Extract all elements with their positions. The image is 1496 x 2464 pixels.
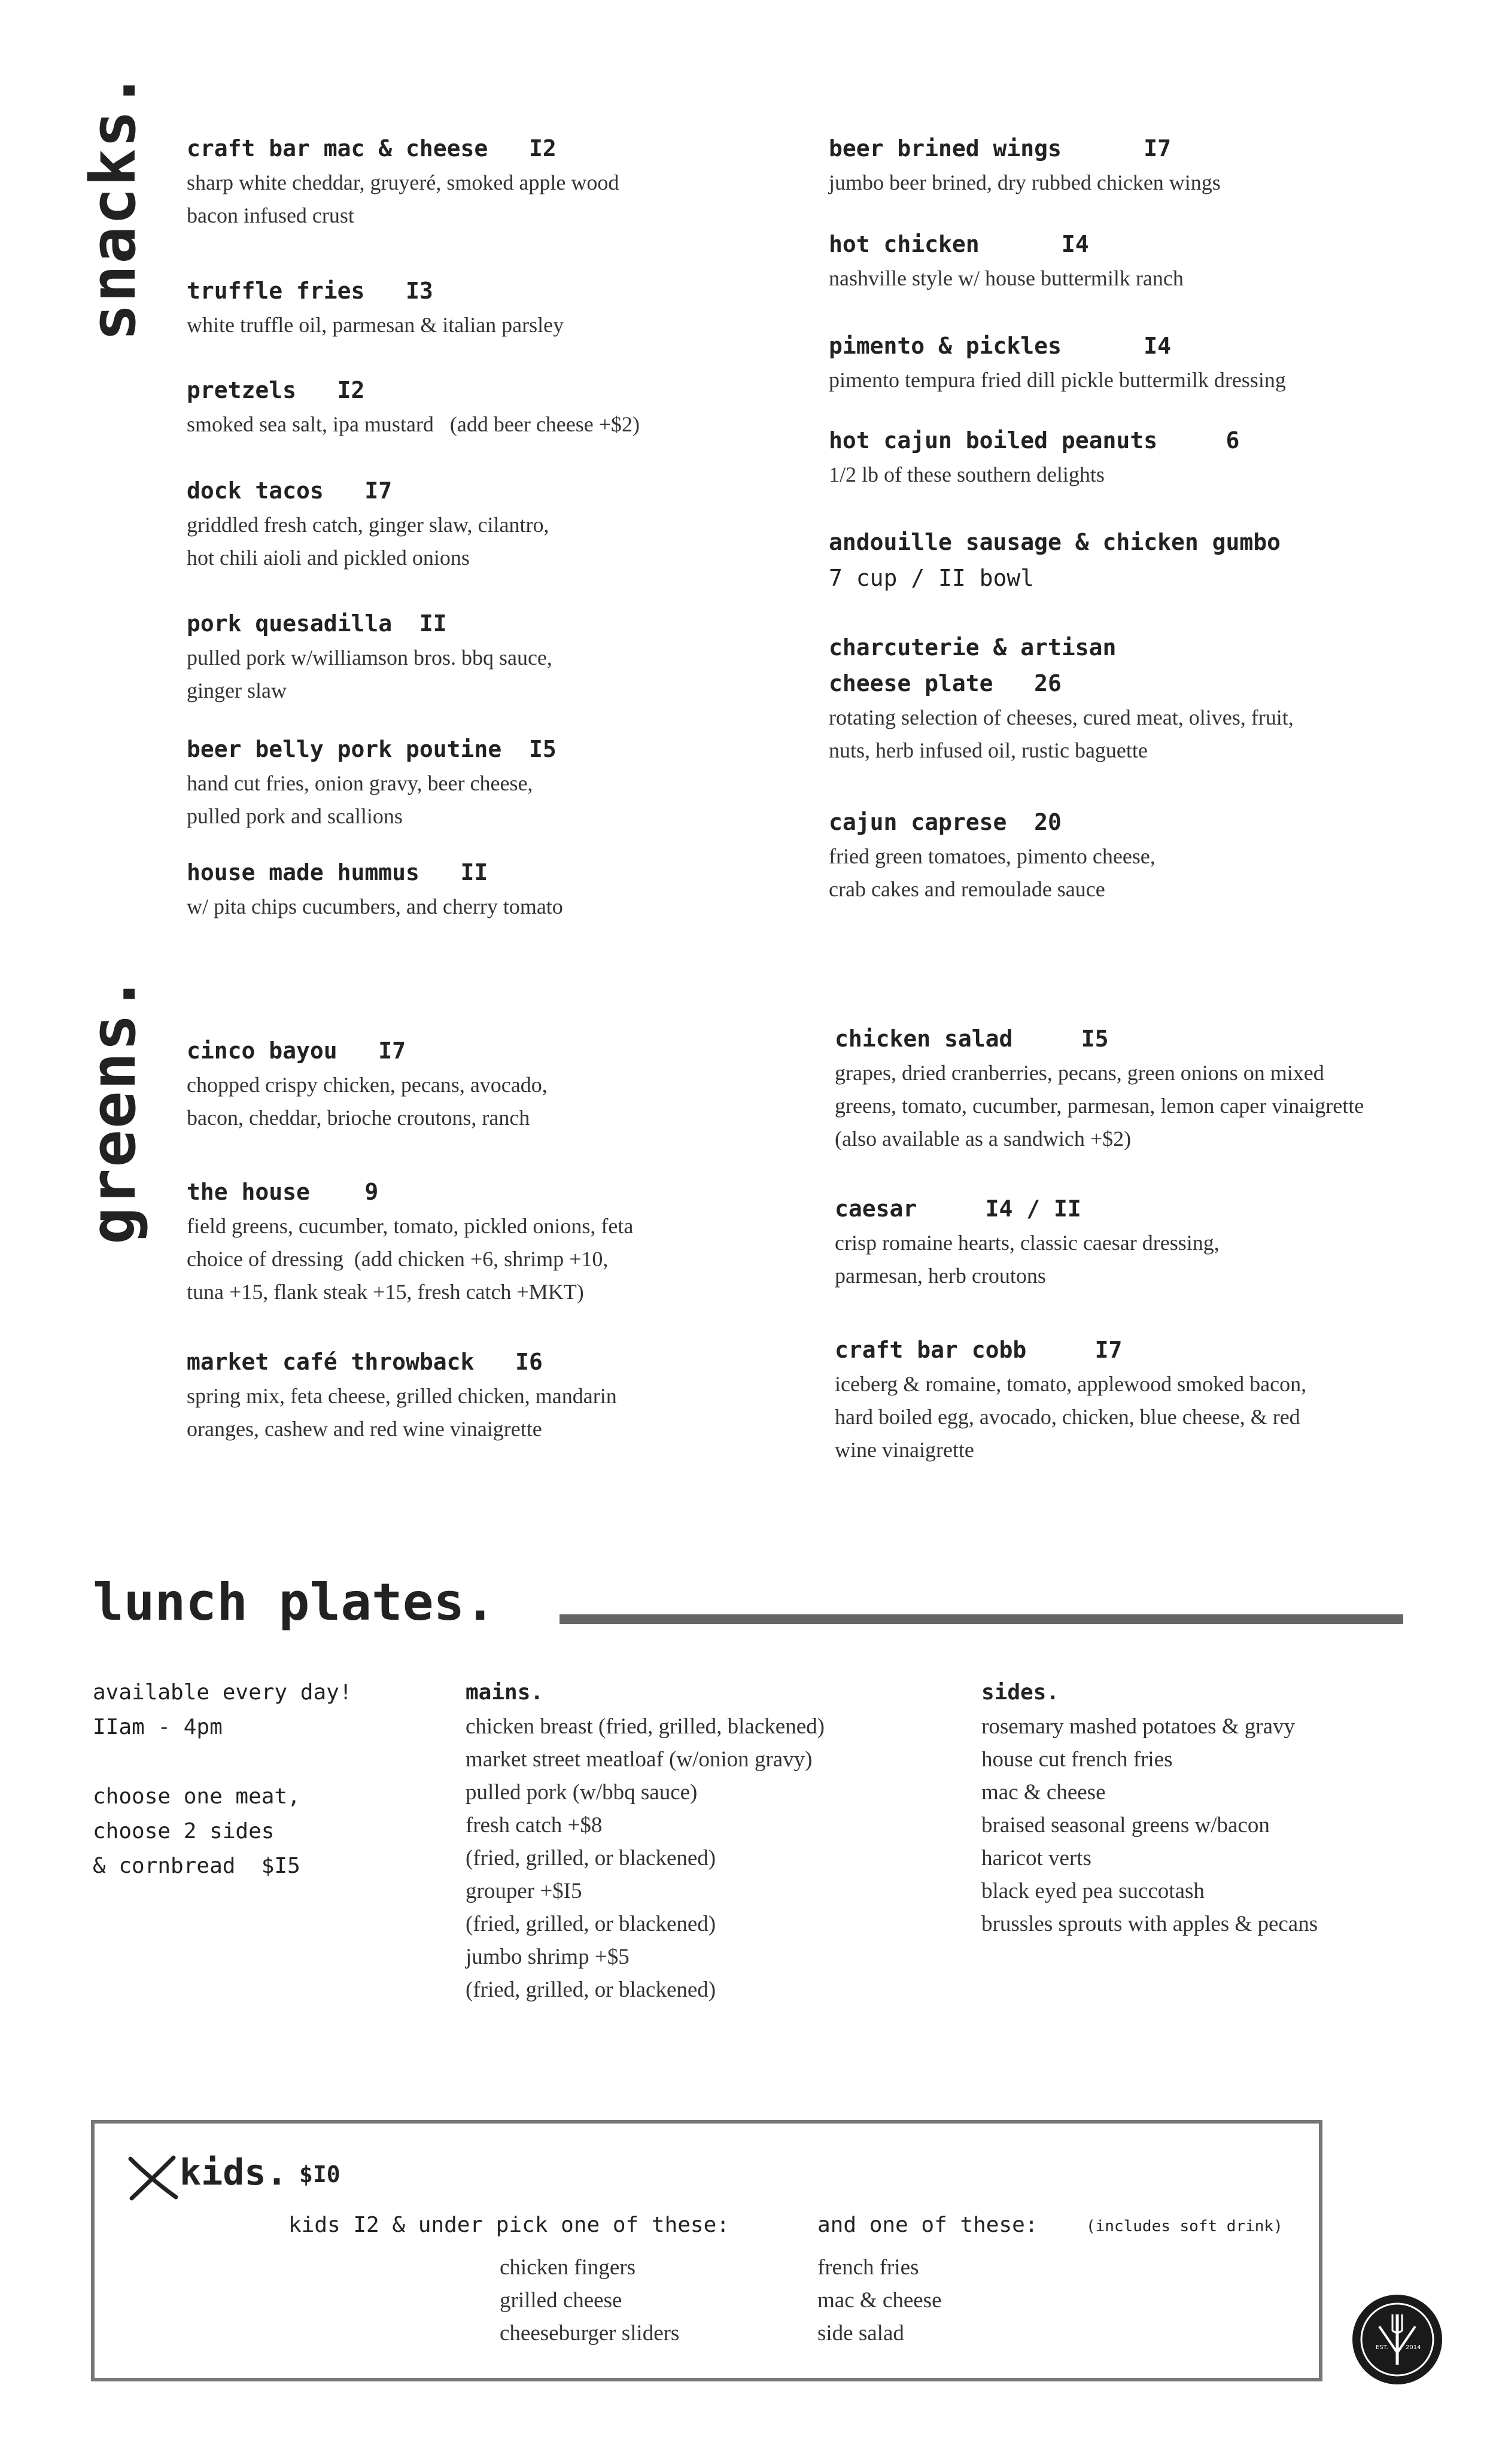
menu-item	[829, 804, 1156, 906]
item-desc: w/ pita chips cucumbers, and cherry tomato	[187, 895, 563, 918]
menu-item	[829, 524, 1281, 596]
side-item: braised seasonal greens w/bacon	[981, 1813, 1270, 1838]
menu-item	[835, 1191, 1220, 1292]
section-divider	[560, 1614, 1403, 1624]
item-title-line2: cheese plate 26	[829, 670, 1062, 696]
item-title: cajun caprese 20	[829, 809, 1062, 835]
item-title: craft bar mac & cheese I2	[187, 135, 557, 162]
mains-column	[466, 1675, 825, 2006]
menu-item	[187, 1344, 617, 1446]
lunch-plates-title: lunch plates.	[93, 1572, 496, 1632]
kids-side-item: side salad	[817, 2321, 904, 2346]
side-item: house cut french fries	[981, 1747, 1173, 1772]
sides-heading: sides.	[981, 1680, 1060, 1705]
menu-item	[187, 372, 640, 441]
info-line: & cornbread $I5	[93, 1854, 300, 1878]
badge-est: EST.	[1376, 2344, 1388, 2351]
kids-main-item: chicken fingers	[500, 2255, 636, 2280]
item-desc: iceberg & romaine, tomato, applewood smoked bacon,	[835, 1372, 1307, 1396]
item-desc: crisp romaine hearts, classic caesar dressing,	[835, 1231, 1220, 1255]
item-title: chicken salad I5	[835, 1026, 1109, 1052]
item-title: craft bar cobb I7	[835, 1337, 1123, 1363]
item-title: andouille sausage & chicken gumbo	[829, 529, 1281, 555]
main-item: (fried, grilled, or blackened)	[466, 1978, 716, 2002]
menu-item	[187, 606, 552, 707]
item-desc: hot chili aioli and pickled onions	[187, 546, 470, 570]
item-title: hot cajun boiled peanuts 6	[829, 427, 1240, 454]
item-desc: tuna +15, flank steak +15, fresh catch +MKT)	[187, 1280, 584, 1304]
item-desc: 1/2 lb of these southern delights	[829, 463, 1105, 486]
item-title: the house 9	[187, 1179, 379, 1205]
main-item: grouper +$I5	[466, 1879, 582, 1903]
side-item: black eyed pea succotash	[981, 1879, 1205, 1903]
item-desc: white truffle oil, parmesan & italian parsley	[187, 313, 564, 337]
item-desc: greens, tomato, cucumber, parmesan, lemon caper vinaigrette	[835, 1094, 1364, 1118]
menu-item	[187, 1033, 548, 1134]
main-item: (fried, grilled, or blackened)	[466, 1912, 716, 1936]
item-desc: hard boiled egg, avocado, chicken, blue cheese, & red	[835, 1405, 1300, 1429]
item-desc: griddled fresh catch, ginger slaw, cilantro,	[187, 513, 549, 537]
kids-mains	[500, 2251, 679, 2350]
kids-side-item: mac & cheese	[817, 2288, 942, 2313]
item-desc: fried green tomatoes, pimento cheese,	[829, 844, 1156, 868]
menu-item	[829, 422, 1239, 491]
greens-heading: greens.	[77, 974, 150, 1245]
menu-item	[187, 473, 549, 574]
menu-item	[835, 1021, 1364, 1155]
info-line: choose 2 sides	[93, 1819, 275, 1844]
menu-item	[829, 328, 1286, 397]
item-desc: oranges, cashew and red wine vinaigrette	[187, 1417, 542, 1441]
main-item: jumbo shrimp +$5	[466, 1945, 630, 1969]
item-title: beer belly pork poutine I5	[187, 736, 557, 762]
item-desc: pimento tempura fried dill pickle buttermilk dressing	[829, 368, 1286, 392]
item-desc: ginger slaw	[187, 679, 287, 702]
logo-badge	[1352, 2295, 1442, 2384]
item-desc: field greens, cucumber, tomato, pickled onions, feta	[187, 1214, 634, 1238]
item-title: pork quesadilla II	[187, 610, 447, 637]
item-desc: nashville style w/ house buttermilk ranch	[829, 266, 1184, 290]
info-line	[93, 1745, 352, 1779]
item-desc: chopped crispy chicken, pecans, avocado,	[187, 1073, 548, 1097]
menu-item	[187, 1174, 633, 1309]
main-item: market street meatloaf (w/onion gravy)	[466, 1747, 813, 1772]
item-desc: nuts, herb infused oil, rustic baguette	[829, 738, 1148, 762]
info-line: choose one meat,	[93, 1784, 300, 1809]
item-title: pretzels I2	[187, 377, 365, 403]
item-title: market café throwback I6	[187, 1349, 543, 1375]
side-item: haricot verts	[981, 1846, 1091, 1870]
menu-item	[187, 130, 619, 232]
kids-sides	[817, 2251, 942, 2350]
item-title: pimento & pickles I4	[829, 333, 1171, 359]
item-desc: spring mix, feta cheese, grilled chicken, mandarin	[187, 1384, 617, 1408]
kids-title: kids.	[180, 2152, 288, 2194]
kids-note: (includes soft drink)	[1086, 2217, 1283, 2235]
main-item: chicken breast (fried, grilled, blackened)	[466, 1714, 825, 1739]
menu-item	[829, 130, 1221, 199]
menu-item	[835, 1332, 1306, 1467]
item-subtitle: 7 cup / II bowl	[829, 565, 1035, 591]
sides-column	[981, 1675, 1318, 1940]
item-desc: rotating selection of cheeses, cured meat, olives, fruit,	[829, 705, 1294, 729]
menu-item	[829, 226, 1184, 295]
side-item: brussles sprouts with apples & pecans	[981, 1912, 1318, 1936]
item-desc: pulled pork w/williamson bros. bbq sauce,	[187, 646, 552, 670]
lunch-info	[93, 1675, 352, 1884]
item-desc: pulled pork and scallions	[187, 804, 403, 828]
side-item: mac & cheese	[981, 1780, 1106, 1805]
item-desc: hand cut fries, onion gravy, beer cheese,	[187, 771, 533, 795]
menu-item	[187, 731, 557, 833]
badge-year: 2014	[1406, 2344, 1421, 2351]
item-desc: grapes, dried cranberries, pecans, green onions on mixed	[835, 1061, 1324, 1085]
menu-item	[829, 629, 1294, 767]
item-desc: bacon, cheddar, brioche croutons, ranch	[187, 1106, 530, 1130]
item-title: truffle fries I3	[187, 278, 433, 304]
fork-knife-emblem-icon	[1355, 2298, 1439, 2381]
item-title: dock tacos I7	[187, 477, 393, 504]
crossed-utensils-icon	[126, 2154, 180, 2202]
info-line: IIam - 4pm	[93, 1715, 223, 1739]
info-line: available every day!	[93, 1680, 352, 1705]
item-title: charcuterie & artisan	[829, 634, 1117, 661]
item-title: caesar I4 / II	[835, 1196, 1081, 1222]
menu-item	[187, 273, 564, 342]
kids-and-label: and one of these:	[817, 2213, 1038, 2237]
item-desc: (also available as a sandwich +$2)	[835, 1127, 1132, 1151]
item-title: house made hummus II	[187, 859, 488, 886]
item-title: beer brined wings I7	[829, 135, 1171, 162]
snacks-heading: snacks.	[77, 70, 150, 341]
kids-pick-label: kids I2 & under pick one of these:	[288, 2213, 729, 2237]
kids-main-item: grilled cheese	[500, 2288, 622, 2313]
item-title: hot chicken I4	[829, 231, 1089, 257]
item-desc: crab cakes and remoulade sauce	[829, 877, 1105, 901]
mains-heading: mains.	[466, 1680, 544, 1705]
item-desc: bacon infused crust	[187, 203, 354, 227]
item-desc: sharp white cheddar, gruyeré, smoked apple wood	[187, 171, 619, 194]
side-item: rosemary mashed potatoes & gravy	[981, 1714, 1296, 1739]
item-title: cinco bayou I7	[187, 1038, 406, 1064]
item-desc: parmesan, herb croutons	[835, 1264, 1046, 1288]
kids-price: $I0	[299, 2161, 340, 2188]
kids-side-item: french fries	[817, 2255, 919, 2280]
menu-item	[187, 854, 563, 923]
kids-main-item: cheeseburger sliders	[500, 2321, 680, 2346]
main-item: fresh catch +$8	[466, 1813, 603, 1838]
item-desc: jumbo beer brined, dry rubbed chicken wings	[829, 171, 1221, 194]
item-desc: wine vinaigrette	[835, 1438, 974, 1462]
main-item: (fried, grilled, or blackened)	[466, 1846, 716, 1870]
main-item: pulled pork (w/bbq sauce)	[466, 1780, 698, 1805]
item-desc: choice of dressing (add chicken +6, shrimp +10,	[187, 1247, 609, 1271]
item-desc: smoked sea salt, ipa mustard (add beer cheese +$2)	[187, 412, 640, 436]
